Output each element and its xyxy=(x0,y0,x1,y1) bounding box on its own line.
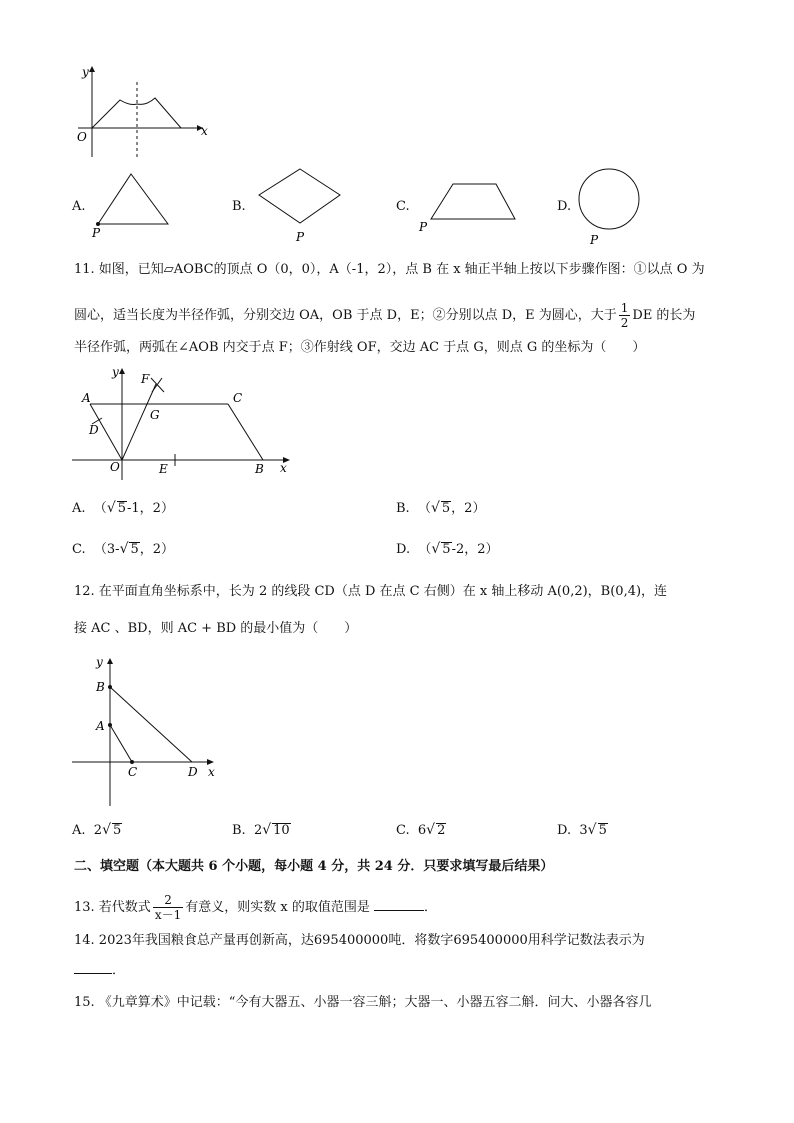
q11-option-b-post: ，2） xyxy=(451,501,486,516)
q11-option-d-radicand: 5 xyxy=(442,542,451,557)
q12-option-c-radicand: 2 xyxy=(437,823,446,838)
q11-option-b-letter: B. xyxy=(396,501,410,516)
q12-option-a-letter: A. xyxy=(72,823,86,838)
q10-option-a-figure xyxy=(88,170,178,240)
q13-answer-blank[interactable] xyxy=(374,898,424,911)
q11-figure xyxy=(68,362,298,482)
q11-stem-line3: 半径作弧，两弧在∠AOB 内交于点 F；③作射线 OF，交边 AC 于点 G，则点 G 的坐标为（ ） xyxy=(74,340,646,355)
q11-stem-line2 xyxy=(74,301,695,330)
q12-option-d-letter: D. xyxy=(557,823,572,838)
q10-option-b-figure xyxy=(252,165,352,245)
q11-option-d-post: -2，2） xyxy=(451,542,499,557)
q13-end: ． xyxy=(423,900,437,915)
q11-option-a-pre: （ xyxy=(93,501,107,516)
q10-option-b-p-label: P xyxy=(296,230,305,244)
q11-option-c-radical-sign: √ xyxy=(119,541,129,557)
q12-option-b-radical-sign: √ xyxy=(262,822,272,838)
q13-post: 有意义，则实数 x 的取值范围是 xyxy=(185,900,370,915)
q15-stem-line1: 15. 《九章算术》中记载：“今有大器五、小器一容三斛；大器一、小器五容二斛．问大、小器各容几 xyxy=(74,995,652,1010)
q11-option-b xyxy=(396,499,485,518)
q14-end: ． xyxy=(112,963,126,978)
q12-option-a-radical-sign: √ xyxy=(102,822,111,838)
q11-fig-x-label: x xyxy=(280,461,287,475)
q12-option-d-radical-sign: √ xyxy=(587,822,597,838)
q11-option-a-radicand: 5 xyxy=(117,501,127,516)
q14-stem-line1: 14. 2023年我国粮食总产量再创新高，达695400000吨．将数字695400000用科学记数法表示为 xyxy=(74,933,645,948)
q13-stem xyxy=(74,893,437,922)
q12-option-a-coef: 2 xyxy=(93,823,103,838)
q11-option-a-letter: A. xyxy=(72,501,86,516)
q12-fig-b-label: B xyxy=(96,680,105,694)
q10-option-c-figure xyxy=(416,176,516,236)
q12-stem-line2: 接 AC 、BD，则 AC + BD 的最小值为（ ） xyxy=(74,621,358,636)
q11-option-a-radical-sign: √ xyxy=(106,500,116,516)
q11-fig-d-label: D xyxy=(89,423,99,437)
q11-option-a xyxy=(72,499,174,518)
q11-option-a-post: -1，2） xyxy=(127,501,174,516)
q12-option-b xyxy=(232,821,291,840)
q12-figure xyxy=(68,650,228,810)
q12-option-c xyxy=(396,821,446,840)
q10-graph-x-label: x xyxy=(201,124,208,138)
q12-option-d-coef: 3 xyxy=(579,823,588,838)
q11-fig-a-label: A xyxy=(82,391,91,405)
q11-fraction xyxy=(619,301,631,330)
q11-option-b-radical-sign: √ xyxy=(430,500,440,516)
q12-fig-d-label: D xyxy=(188,765,198,779)
q12-fig-a-label: A xyxy=(96,719,105,733)
q12-option-d xyxy=(557,821,608,840)
q12-fig-y-label: y xyxy=(96,655,103,669)
q10-option-d-figure xyxy=(578,164,668,249)
q14-stem-line2 xyxy=(74,961,125,980)
q11-fig-f-label: F xyxy=(141,372,150,386)
q12-fig-c-label: C xyxy=(128,765,138,779)
q10-graph-y-label: y xyxy=(82,65,89,79)
q12-option-c-radical-sign: √ xyxy=(426,822,436,838)
q10-graph-origin-label: O xyxy=(77,130,87,144)
q12-option-b-coef: 2 xyxy=(253,823,263,838)
q11-option-d-radical-sign: √ xyxy=(431,541,441,557)
q11-option-d xyxy=(396,540,499,559)
q11-stem-line1: 11. 如图，已知▱AOBC的顶点 O（0，0），A（-1，2），点 B 在 x 轴正半轴上按以下步骤作图：①以点 O 为 xyxy=(74,262,705,277)
q12-option-d-radicand: 5 xyxy=(598,823,607,838)
q12-option-c-coef: 6 xyxy=(417,823,427,838)
q11-fig-g-label: G xyxy=(150,408,160,422)
q12-fig-x-label: x xyxy=(208,765,215,779)
q13-pre: 13. 若代数式 xyxy=(74,900,151,915)
q14-answer-blank[interactable] xyxy=(74,961,112,974)
q12-option-b-radicand: 10 xyxy=(273,823,290,838)
q11-option-c xyxy=(72,540,174,559)
q11-option-d-letter: D. xyxy=(396,542,411,557)
q12-stem-line1: 12. 在平面直角坐标系中，长为 2 的线段 CD（点 D 在点 C 右侧）在 x 轴上移动 A(0,2)，B(0,4)，连 xyxy=(74,584,668,599)
q11-stem-line2a: 圆心，适当长度为半径作弧，分别交边 OA，OB 于点 D，E；②分别以点 D，E 为圆心，大于 xyxy=(74,308,617,323)
q13-fraction-num: 2 xyxy=(153,893,183,908)
q11-fig-e-label: E xyxy=(159,462,168,476)
q11-fig-o-label: O xyxy=(110,460,120,474)
q10-option-d-p-label: P xyxy=(590,233,599,247)
q11-fig-b-label: B xyxy=(255,462,264,476)
q13-fraction-den: x－1 xyxy=(154,908,182,922)
q10-option-d-letter: D. xyxy=(557,199,572,214)
q10-option-c-letter: C. xyxy=(396,199,410,214)
q11-option-c-pre: （3- xyxy=(93,542,120,557)
q12-option-b-letter: B. xyxy=(232,823,246,838)
q11-fraction-num: 1 xyxy=(620,301,629,315)
q11-option-c-post: ，2） xyxy=(139,542,175,557)
q10-option-a-p-label: P xyxy=(92,226,101,240)
q11-option-b-pre: （ xyxy=(417,501,431,516)
q11-stem-line2b: DE 的长为 xyxy=(632,308,696,323)
q10-option-a-letter: A. xyxy=(72,199,86,214)
q11-option-c-letter: C. xyxy=(72,542,86,557)
q11-option-d-pre: （ xyxy=(418,542,432,557)
q11-option-c-radicand: 5 xyxy=(130,542,139,557)
q13-fraction xyxy=(153,893,183,922)
q12-option-a xyxy=(72,821,122,840)
q11-option-b-radicand: 5 xyxy=(441,501,451,516)
section2-heading: 二、填空题（本大题共 6 个小题，每小题 4 分，共 24 分．只要求填写最后结果） xyxy=(74,859,554,874)
q10-option-c-p-label: P xyxy=(419,220,428,234)
q10-option-b-letter: B. xyxy=(232,199,246,214)
q12-option-a-radicand: 5 xyxy=(113,823,122,838)
q11-fig-y-label: y xyxy=(112,365,119,379)
q12-option-c-letter: C. xyxy=(396,823,410,838)
q11-fig-c-label: C xyxy=(233,391,243,405)
q11-fraction-den: 2 xyxy=(620,316,629,330)
q10-graph xyxy=(68,62,218,162)
